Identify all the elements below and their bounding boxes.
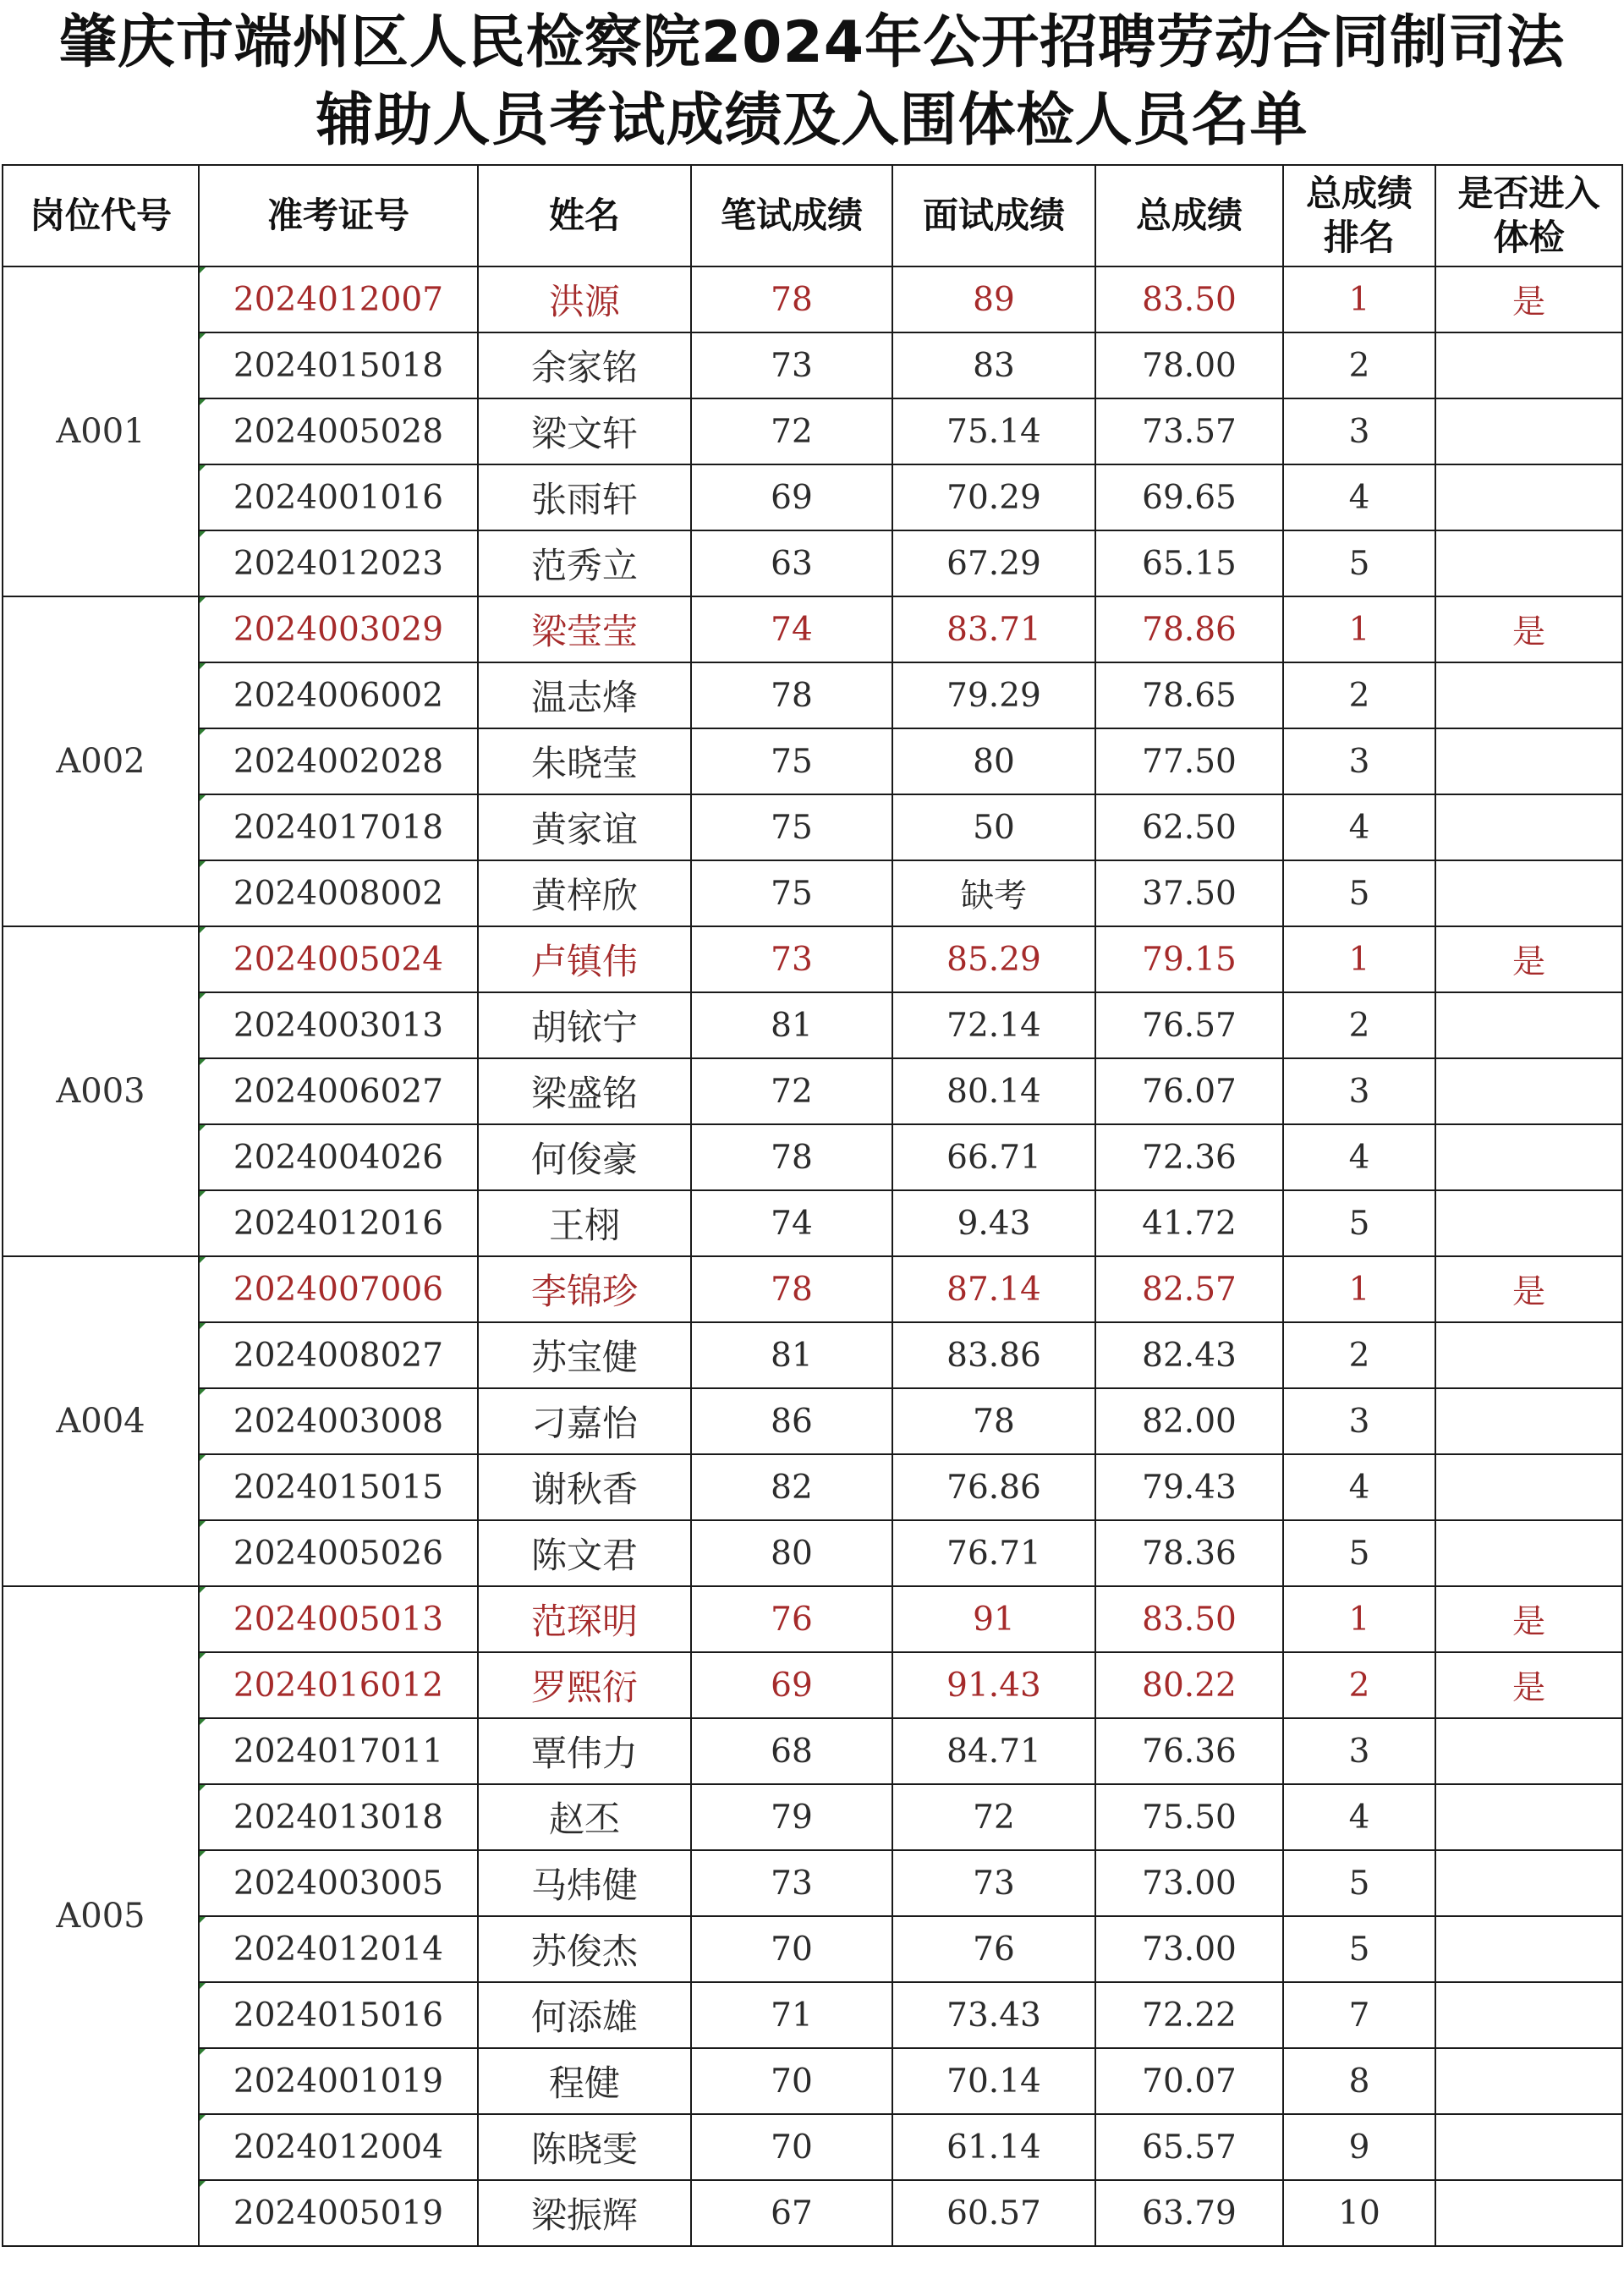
table-row [3, 992, 1622, 1058]
written-score-cell: 72 [691, 398, 892, 464]
exam-number-cell: 2024003005 [199, 1850, 478, 1916]
total-score-cell: 76.57 [1095, 992, 1283, 1058]
name-cell: 胡铱宁 [478, 992, 691, 1058]
written-score-cell: 69 [691, 464, 892, 530]
rank-cell: 5 [1283, 1520, 1435, 1586]
rank-cell: 5 [1283, 530, 1435, 596]
written-score-cell: 70 [691, 2048, 892, 2114]
rank-cell: 2 [1283, 662, 1435, 728]
header-rank-line-1: 总成绩 [1305, 173, 1413, 214]
medical-check-cell: 是 [1435, 596, 1622, 662]
exam-number-cell: 2024007006 [199, 1256, 478, 1322]
table-row [3, 1388, 1622, 1454]
interview-score-cell: 76 [892, 1916, 1095, 1982]
table-row [3, 2180, 1622, 2246]
name-cell: 覃伟力 [478, 1718, 691, 1784]
medical-check-cell: 是 [1435, 1652, 1622, 1718]
medical-check-cell [1435, 2180, 1622, 2246]
interview-score-cell: 66.71 [892, 1124, 1095, 1190]
interview-score-cell: 72 [892, 1784, 1095, 1850]
interview-score-cell: 67.29 [892, 530, 1095, 596]
table-row [3, 1916, 1622, 1982]
name-cell: 梁文轩 [478, 398, 691, 464]
total-score-cell: 82.43 [1095, 1322, 1283, 1388]
name-cell: 温志烽 [478, 662, 691, 728]
interview-score-cell: 61.14 [892, 2114, 1095, 2180]
name-cell: 何添雄 [478, 1982, 691, 2048]
exam-number-cell: 2024002028 [199, 728, 478, 794]
medical-check-cell [1435, 1982, 1622, 2048]
interview-score-cell: 83 [892, 332, 1095, 398]
rank-cell: 5 [1283, 1190, 1435, 1256]
medical-check-cell [1435, 398, 1622, 464]
table-row [3, 1586, 1622, 1652]
medical-check-cell [1435, 530, 1622, 596]
rank-cell: 9 [1283, 2114, 1435, 2180]
name-cell: 李锦珍 [478, 1256, 691, 1322]
name-cell: 陈晓雯 [478, 2114, 691, 2180]
exam-number-cell: 2024003029 [199, 596, 478, 662]
written-score-cell: 75 [691, 860, 892, 926]
table-row [3, 332, 1622, 398]
medical-check-cell [1435, 1520, 1622, 1586]
written-score-cell: 78 [691, 1256, 892, 1322]
header-interview-score: 面试成绩 [892, 165, 1095, 266]
written-score-cell: 78 [691, 662, 892, 728]
exam-number-cell: 2024017011 [199, 1718, 478, 1784]
rank-cell: 1 [1283, 266, 1435, 332]
total-score-cell: 78.65 [1095, 662, 1283, 728]
exam-number-cell: 2024015015 [199, 1454, 478, 1520]
table-row [3, 1454, 1622, 1520]
written-score-cell: 82 [691, 1454, 892, 1520]
total-score-cell: 78.00 [1095, 332, 1283, 398]
position-code-cell: A003 [3, 926, 199, 1256]
interview-score-cell: 83.71 [892, 596, 1095, 662]
medical-check-cell: 是 [1435, 926, 1622, 992]
title-line-2: 辅助人员考试成绩及入围体检人员名单 [315, 87, 1309, 154]
interview-score-cell: 78 [892, 1388, 1095, 1454]
medical-check-cell [1435, 2114, 1622, 2180]
written-score-cell: 74 [691, 596, 892, 662]
medical-check-cell [1435, 1322, 1622, 1388]
interview-score-cell: 60.57 [892, 2180, 1095, 2246]
written-score-cell: 73 [691, 926, 892, 992]
header-rank-line-2: 排名 [1323, 217, 1395, 258]
exam-number-cell: 2024001016 [199, 464, 478, 530]
total-score-cell: 82.00 [1095, 1388, 1283, 1454]
table-row [3, 398, 1622, 464]
table-row [3, 860, 1622, 926]
medical-check-cell [1435, 1850, 1622, 1916]
name-cell: 梁盛铭 [478, 1058, 691, 1124]
interview-score-cell: 缺考 [892, 860, 1095, 926]
rank-cell: 2 [1283, 332, 1435, 398]
interview-score-cell: 80.14 [892, 1058, 1095, 1124]
total-score-cell: 75.50 [1095, 1784, 1283, 1850]
table-row [3, 596, 1622, 662]
exam-number-cell: 2024015016 [199, 1982, 478, 2048]
medical-check-cell [1435, 1190, 1622, 1256]
exam-number-cell: 2024016012 [199, 1652, 478, 1718]
total-score-cell: 79.43 [1095, 1454, 1283, 1520]
written-score-cell: 78 [691, 266, 892, 332]
exam-number-cell: 2024013018 [199, 1784, 478, 1850]
exam-number-cell: 2024001019 [199, 2048, 478, 2114]
rank-cell: 4 [1283, 464, 1435, 530]
total-score-cell: 62.50 [1095, 794, 1283, 860]
rank-cell: 5 [1283, 860, 1435, 926]
position-code-cell: A001 [3, 266, 199, 596]
rank-cell: 10 [1283, 2180, 1435, 2246]
exam-number-cell: 2024005026 [199, 1520, 478, 1586]
medical-check-cell [1435, 1916, 1622, 1982]
position-code-cell: A002 [3, 596, 199, 926]
total-score-cell: 65.57 [1095, 2114, 1283, 2180]
rank-cell: 1 [1283, 1256, 1435, 1322]
rank-cell: 1 [1283, 926, 1435, 992]
interview-score-cell: 50 [892, 794, 1095, 860]
rank-cell: 4 [1283, 1454, 1435, 1520]
name-cell: 黄家谊 [478, 794, 691, 860]
written-score-cell: 69 [691, 1652, 892, 1718]
name-cell: 朱晓莹 [478, 728, 691, 794]
interview-score-cell: 76.71 [892, 1520, 1095, 1586]
total-score-cell: 77.50 [1095, 728, 1283, 794]
total-score-cell: 76.07 [1095, 1058, 1283, 1124]
table-row [3, 1784, 1622, 1850]
rank-cell: 1 [1283, 596, 1435, 662]
table-row [3, 1982, 1622, 2048]
exam-number-cell: 2024005028 [199, 398, 478, 464]
table-row [3, 1058, 1622, 1124]
written-score-cell: 81 [691, 1322, 892, 1388]
medical-check-cell [1435, 1454, 1622, 1520]
header-total-score: 总成绩 [1095, 165, 1283, 266]
table-row [3, 1124, 1622, 1190]
medical-check-cell: 是 [1435, 1586, 1622, 1652]
interview-score-cell: 84.71 [892, 1718, 1095, 1784]
total-score-cell: 79.15 [1095, 926, 1283, 992]
written-score-cell: 67 [691, 2180, 892, 2246]
written-score-cell: 73 [691, 332, 892, 398]
written-score-cell: 73 [691, 1850, 892, 1916]
total-score-cell: 76.36 [1095, 1718, 1283, 1784]
interview-score-cell: 79.29 [892, 662, 1095, 728]
total-score-cell: 83.50 [1095, 1586, 1283, 1652]
exam-number-cell: 2024012007 [199, 266, 478, 332]
written-score-cell: 68 [691, 1718, 892, 1784]
position-code-cell: A005 [3, 1586, 199, 2246]
medical-check-cell [1435, 1718, 1622, 1784]
rank-cell: 3 [1283, 728, 1435, 794]
written-score-cell: 80 [691, 1520, 892, 1586]
total-score-cell: 70.07 [1095, 2048, 1283, 2114]
table-row [3, 1322, 1622, 1388]
written-score-cell: 81 [691, 992, 892, 1058]
name-cell: 陈文君 [478, 1520, 691, 1586]
written-score-cell: 74 [691, 1190, 892, 1256]
header-medical-line-1: 是否进入 [1457, 173, 1600, 214]
medical-check-cell [1435, 860, 1622, 926]
header-rank [1283, 165, 1435, 266]
medical-check-cell: 是 [1435, 1256, 1622, 1322]
total-score-cell: 72.22 [1095, 1982, 1283, 2048]
interview-score-cell: 73.43 [892, 1982, 1095, 2048]
written-score-cell: 75 [691, 794, 892, 860]
total-score-cell: 80.22 [1095, 1652, 1283, 1718]
exam-number-cell: 2024003013 [199, 992, 478, 1058]
header-name: 姓名 [478, 165, 691, 266]
name-cell: 张雨轩 [478, 464, 691, 530]
interview-score-cell: 9.43 [892, 1190, 1095, 1256]
name-cell: 梁莹莹 [478, 596, 691, 662]
rank-cell: 5 [1283, 1850, 1435, 1916]
interview-score-cell: 83.86 [892, 1322, 1095, 1388]
interview-score-cell: 89 [892, 266, 1095, 332]
interview-score-cell: 91 [892, 1586, 1095, 1652]
total-score-cell: 73.57 [1095, 398, 1283, 464]
interview-score-cell: 91.43 [892, 1652, 1095, 1718]
name-cell: 梁振辉 [478, 2180, 691, 2246]
total-score-cell: 63.79 [1095, 2180, 1283, 2246]
medical-check-cell [1435, 1388, 1622, 1454]
table-row [3, 926, 1622, 992]
header-exam-number: 准考证号 [199, 165, 478, 266]
rank-cell: 4 [1283, 1784, 1435, 1850]
header-position-code: 岗位代号 [3, 165, 199, 266]
header-written-score: 笔试成绩 [691, 165, 892, 266]
name-cell: 罗熙衍 [478, 1652, 691, 1718]
medical-check-cell [1435, 728, 1622, 794]
table-row [3, 1256, 1622, 1322]
written-score-cell: 79 [691, 1784, 892, 1850]
table-row [3, 2048, 1622, 2114]
rank-cell: 2 [1283, 1652, 1435, 1718]
medical-check-cell [1435, 1784, 1622, 1850]
total-score-cell: 83.50 [1095, 266, 1283, 332]
position-code-cell: A004 [3, 1256, 199, 1586]
name-cell: 刁嘉怡 [478, 1388, 691, 1454]
interview-score-cell: 75.14 [892, 398, 1095, 464]
written-score-cell: 70 [691, 1916, 892, 1982]
name-cell: 苏俊杰 [478, 1916, 691, 1982]
document-title [0, 0, 1624, 164]
name-cell: 马炜健 [478, 1850, 691, 1916]
name-cell: 苏宝健 [478, 1322, 691, 1388]
interview-score-cell: 73 [892, 1850, 1095, 1916]
exam-number-cell: 2024017018 [199, 794, 478, 860]
table-row [3, 1652, 1622, 1718]
name-cell: 余家铭 [478, 332, 691, 398]
interview-score-cell: 70.29 [892, 464, 1095, 530]
rank-cell: 4 [1283, 794, 1435, 860]
written-score-cell: 70 [691, 2114, 892, 2180]
medical-check-cell [1435, 464, 1622, 530]
rank-cell: 2 [1283, 992, 1435, 1058]
header-medical-line-2: 体检 [1493, 217, 1565, 258]
rank-cell: 1 [1283, 1586, 1435, 1652]
exam-number-cell: 2024003008 [199, 1388, 478, 1454]
total-score-cell: 41.72 [1095, 1190, 1283, 1256]
rank-cell: 3 [1283, 1058, 1435, 1124]
exam-number-cell: 2024004026 [199, 1124, 478, 1190]
table-row [3, 662, 1622, 728]
interview-score-cell: 72.14 [892, 992, 1095, 1058]
table-row [3, 728, 1622, 794]
medical-check-cell [1435, 1058, 1622, 1124]
name-cell: 何俊豪 [478, 1124, 691, 1190]
rank-cell: 5 [1283, 1916, 1435, 1982]
header-medical-check [1435, 165, 1622, 266]
written-score-cell: 75 [691, 728, 892, 794]
table-row [3, 1718, 1622, 1784]
name-cell: 王栩 [478, 1190, 691, 1256]
table-row [3, 1520, 1622, 1586]
rank-cell: 4 [1283, 1124, 1435, 1190]
name-cell: 洪源 [478, 266, 691, 332]
interview-score-cell: 70.14 [892, 2048, 1095, 2114]
rank-cell: 7 [1283, 1982, 1435, 2048]
medical-check-cell [1435, 794, 1622, 860]
table-body [3, 266, 1622, 2246]
total-score-cell: 69.65 [1095, 464, 1283, 530]
table-row [3, 530, 1622, 596]
medical-check-cell [1435, 2048, 1622, 2114]
exam-number-cell: 2024015018 [199, 332, 478, 398]
exam-number-cell: 2024005013 [199, 1586, 478, 1652]
exam-number-cell: 2024012023 [199, 530, 478, 596]
table-row [3, 464, 1622, 530]
total-score-cell: 73.00 [1095, 1850, 1283, 1916]
interview-score-cell: 87.14 [892, 1256, 1095, 1322]
written-score-cell: 63 [691, 530, 892, 596]
table-row [3, 2114, 1622, 2180]
table-row [3, 794, 1622, 860]
rank-cell: 3 [1283, 398, 1435, 464]
written-score-cell: 86 [691, 1388, 892, 1454]
rank-cell: 3 [1283, 1388, 1435, 1454]
exam-number-cell: 2024012004 [199, 2114, 478, 2180]
exam-number-cell: 2024012014 [199, 1916, 478, 1982]
table-row [3, 266, 1622, 332]
exam-number-cell: 2024012016 [199, 1190, 478, 1256]
name-cell: 黄梓欣 [478, 860, 691, 926]
table-row [3, 1190, 1622, 1256]
medical-check-cell [1435, 662, 1622, 728]
name-cell: 程健 [478, 2048, 691, 2114]
table-row [3, 1850, 1622, 1916]
interview-score-cell: 85.29 [892, 926, 1095, 992]
total-score-cell: 78.36 [1095, 1520, 1283, 1586]
written-score-cell: 76 [691, 1586, 892, 1652]
total-score-cell: 78.86 [1095, 596, 1283, 662]
exam-number-cell: 2024006002 [199, 662, 478, 728]
exam-number-cell: 2024005019 [199, 2180, 478, 2246]
name-cell: 范秀立 [478, 530, 691, 596]
total-score-cell: 37.50 [1095, 860, 1283, 926]
interview-score-cell: 76.86 [892, 1454, 1095, 1520]
rank-cell: 3 [1283, 1718, 1435, 1784]
medical-check-cell [1435, 992, 1622, 1058]
total-score-cell: 65.15 [1095, 530, 1283, 596]
exam-number-cell: 2024008002 [199, 860, 478, 926]
written-score-cell: 71 [691, 1982, 892, 2048]
name-cell: 卢镇伟 [478, 926, 691, 992]
total-score-cell: 82.57 [1095, 1256, 1283, 1322]
exam-number-cell: 2024008027 [199, 1322, 478, 1388]
total-score-cell: 73.00 [1095, 1916, 1283, 1982]
exam-number-cell: 2024006027 [199, 1058, 478, 1124]
rank-cell: 8 [1283, 2048, 1435, 2114]
exam-number-cell: 2024005024 [199, 926, 478, 992]
title-line-1: 肇庆市端州区人民检察院2024年公开招聘劳动合同制司法 [58, 9, 1566, 76]
name-cell: 谢秋香 [478, 1454, 691, 1520]
medical-check-cell [1435, 332, 1622, 398]
written-score-cell: 72 [691, 1058, 892, 1124]
name-cell: 范琛明 [478, 1586, 691, 1652]
results-table [2, 164, 1623, 2247]
total-score-cell: 72.36 [1095, 1124, 1283, 1190]
medical-check-cell: 是 [1435, 266, 1622, 332]
interview-score-cell: 80 [892, 728, 1095, 794]
written-score-cell: 78 [691, 1124, 892, 1190]
rank-cell: 2 [1283, 1322, 1435, 1388]
medical-check-cell [1435, 1124, 1622, 1190]
name-cell: 赵丕 [478, 1784, 691, 1850]
table-header-row [3, 165, 1622, 266]
